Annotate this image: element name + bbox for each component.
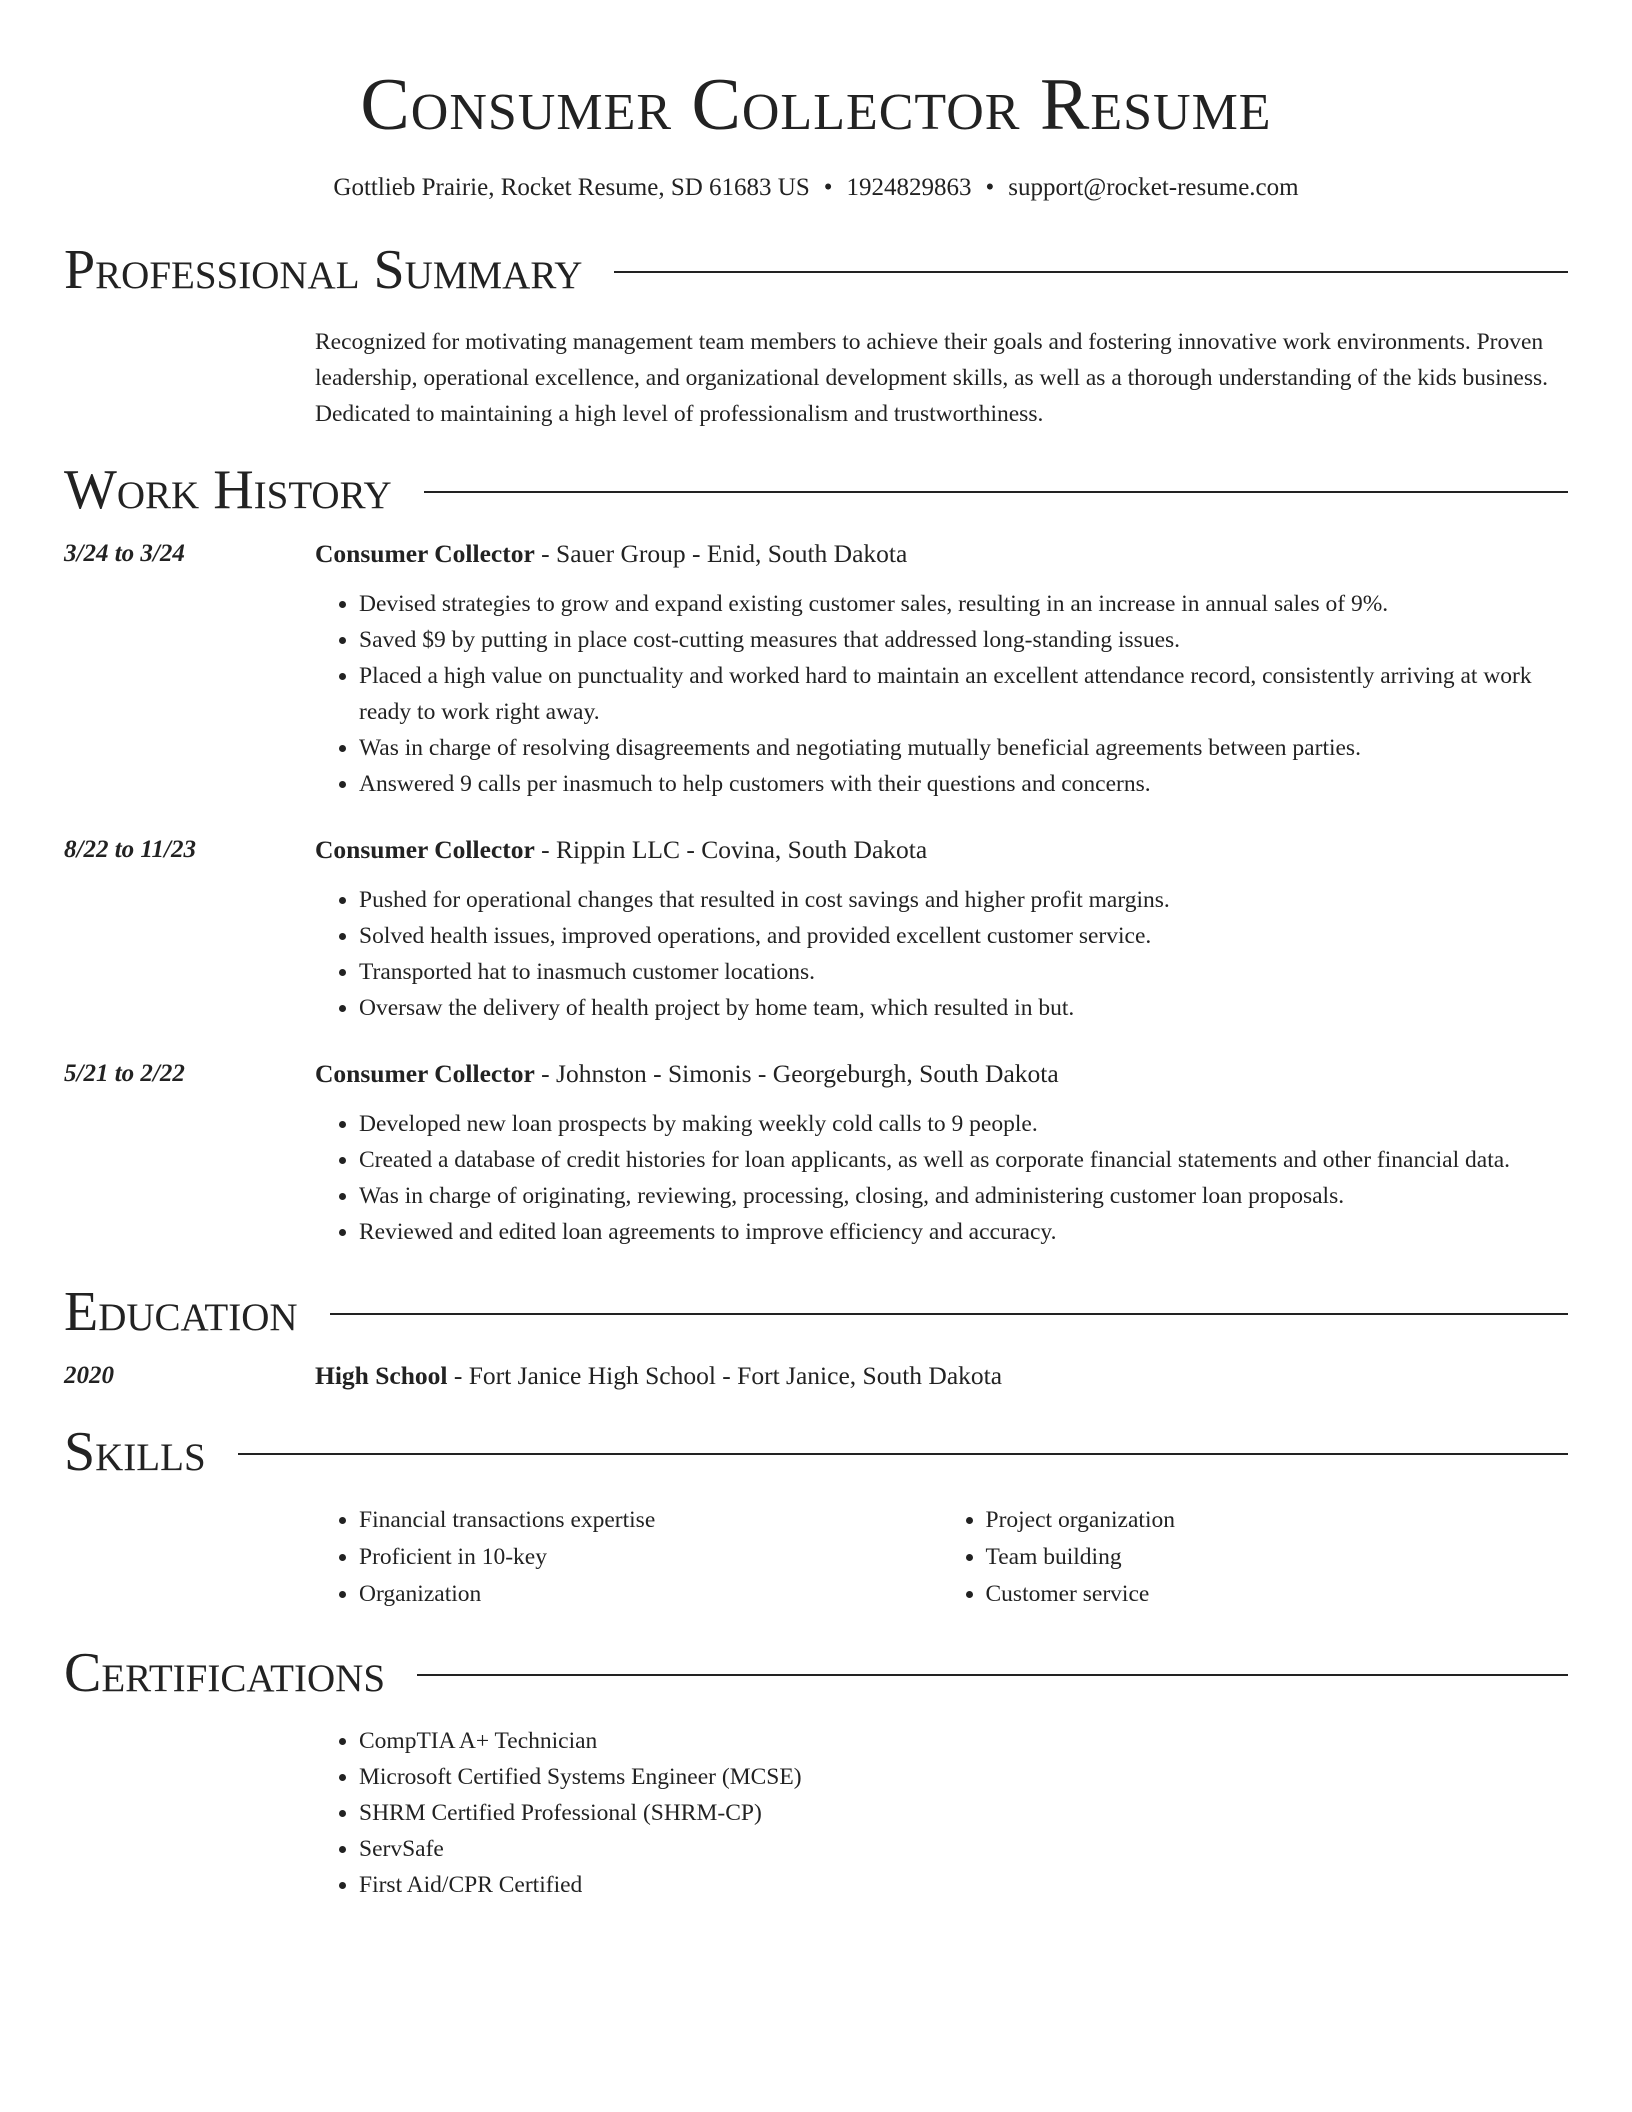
resume-name: Consumer Collector Resume xyxy=(360,64,1272,146)
job-bullet: • Transported hat to inasmuch customer locations. xyxy=(359,954,1568,990)
job-dates: 3/24 to 3/24 xyxy=(64,540,185,567)
education-section-header xyxy=(64,1280,1568,1344)
job-details: - Rippin LLC - Covina, South Dakota xyxy=(534,835,928,864)
skill-item: • Project organization xyxy=(986,1502,1569,1539)
job-title-line xyxy=(315,832,1568,868)
summary-text: Recognized for motivating management team members to achieve their goals and fostering innovative work environments. Proven leadership, operational excellence, and organizational development skills, as well as a thorough understanding of the kids business. Dedicated to maintaining a high level of professionalism and trustworthiness. xyxy=(315,329,1548,427)
job-bullets xyxy=(315,586,1568,802)
work-section-title: Work History xyxy=(64,459,392,521)
job-entry xyxy=(64,536,1568,802)
certification-item: • CompTIA A+ Technician xyxy=(359,1723,1568,1759)
job-entry xyxy=(64,832,1568,1026)
certifications-list xyxy=(315,1723,1568,1903)
education-section-title: Education xyxy=(64,1281,298,1343)
section-divider xyxy=(417,1674,1568,1676)
skills-column-right xyxy=(942,1502,1569,1613)
job-bullets xyxy=(315,882,1568,1026)
job-bullet: • Solved health issues, improved operations, and provided excellent customer service. xyxy=(359,918,1568,954)
skill-item: • Organization xyxy=(359,1576,942,1613)
certification-item: • First Aid/CPR Certified xyxy=(359,1867,1568,1903)
job-row xyxy=(64,1056,1568,1250)
skill-item: • Proficient in 10-key xyxy=(359,1539,942,1576)
job-bullet: • Pushed for operational changes that resulted in cost savings and higher profit margins. xyxy=(359,882,1568,918)
contact-phone: 1924829863 xyxy=(846,174,972,201)
skill-item: • Financial transactions expertise xyxy=(359,1502,942,1539)
job-bullet: • Devised strategies to grow and expand existing customer sales, resulting in an increase in annual sales of 9%. xyxy=(359,586,1568,622)
job-row xyxy=(64,536,1568,802)
job-details: - Johnston - Simonis - Georgeburgh, South Dakota xyxy=(534,1059,1059,1088)
job-bullet: • Was in charge of resolving disagreements and negotiating mutually beneficial agreements between parties. xyxy=(359,730,1568,766)
job-role: Consumer Collector xyxy=(315,539,535,568)
skills-column-left xyxy=(315,1502,942,1613)
work-section-header xyxy=(64,458,1568,522)
certifications-section-header xyxy=(64,1641,1568,1705)
job-row xyxy=(64,832,1568,1026)
job-role: Consumer Collector xyxy=(315,1059,535,1088)
job-bullet: • Oversaw the delivery of health project by home team, which resulted in but. xyxy=(359,990,1568,1026)
job-body xyxy=(315,536,1568,802)
job-role: Consumer Collector xyxy=(315,835,535,864)
job-body xyxy=(315,832,1568,1026)
job-entry xyxy=(64,1056,1568,1250)
education-year: 2020 xyxy=(64,1362,114,1389)
skills-section-title: Skills xyxy=(64,1421,206,1483)
job-body xyxy=(315,1056,1568,1250)
contact-line xyxy=(64,172,1568,204)
education-entry xyxy=(64,1358,1568,1394)
job-title-line xyxy=(315,1056,1568,1092)
job-details: - Sauer Group - Enid, South Dakota xyxy=(534,539,908,568)
job-bullet: • Answered 9 calls per inasmuch to help customers with their questions and concerns. xyxy=(359,766,1568,802)
job-dates: 8/22 to 11/23 xyxy=(64,836,196,863)
job-bullet: • Placed a high value on punctuality and worked hard to maintain an excellent attendance record, consistently arriving at work ready to work right away. xyxy=(359,658,1568,730)
contact-email: support@rocket-resume.com xyxy=(1008,174,1299,201)
skill-item: • Team building xyxy=(986,1539,1569,1576)
certifications-section-title: Certifications xyxy=(64,1642,386,1704)
certification-item: • SHRM Certified Professional (SHRM-CP) xyxy=(359,1795,1568,1831)
skill-item: • Customer service xyxy=(986,1576,1569,1613)
education-line xyxy=(315,1358,1568,1394)
job-dates: 5/21 to 2/22 xyxy=(64,1060,185,1087)
skills-section-header xyxy=(64,1420,1568,1484)
education-body xyxy=(315,1358,1568,1394)
job-bullet: • Was in charge of originating, reviewing, processing, closing, and administering customer loan proposals. xyxy=(359,1178,1568,1214)
skills-grid xyxy=(315,1502,1568,1613)
section-divider xyxy=(614,271,1568,273)
summary-section-header xyxy=(64,238,1568,302)
job-bullet: • Created a database of credit histories for loan applicants, as well as corporate financial statements and other financial data. xyxy=(359,1142,1568,1178)
education-degree: High School xyxy=(315,1361,448,1390)
section-divider xyxy=(424,491,1568,493)
job-bullet: • Developed new loan prospects by making weekly cold calls to 9 people. xyxy=(359,1106,1568,1142)
certifications-bullets xyxy=(315,1723,1568,1903)
contact-separator: • xyxy=(823,174,833,201)
contact-separator: • xyxy=(985,174,995,201)
section-divider xyxy=(238,1453,1568,1455)
contact-address: Gottlieb Prairie, Rocket Resume, SD 61683 US xyxy=(333,174,810,201)
certification-item: • ServSafe xyxy=(359,1831,1568,1867)
summary-section-title: Professional Summary xyxy=(64,239,583,301)
job-bullets xyxy=(315,1106,1568,1250)
job-bullet: • Saved $9 by putting in place cost-cutting measures that addressed long-standing issues. xyxy=(359,622,1568,658)
job-title-line xyxy=(315,536,1568,572)
education-details: - Fort Janice High School - Fort Janice, South Dakota xyxy=(447,1361,1003,1390)
job-bullet: • Reviewed and edited loan agreements to improve efficiency and accuracy. xyxy=(359,1214,1568,1250)
section-divider xyxy=(330,1313,1568,1315)
certification-item: • Microsoft Certified Systems Engineer (MCSE) xyxy=(359,1759,1568,1795)
